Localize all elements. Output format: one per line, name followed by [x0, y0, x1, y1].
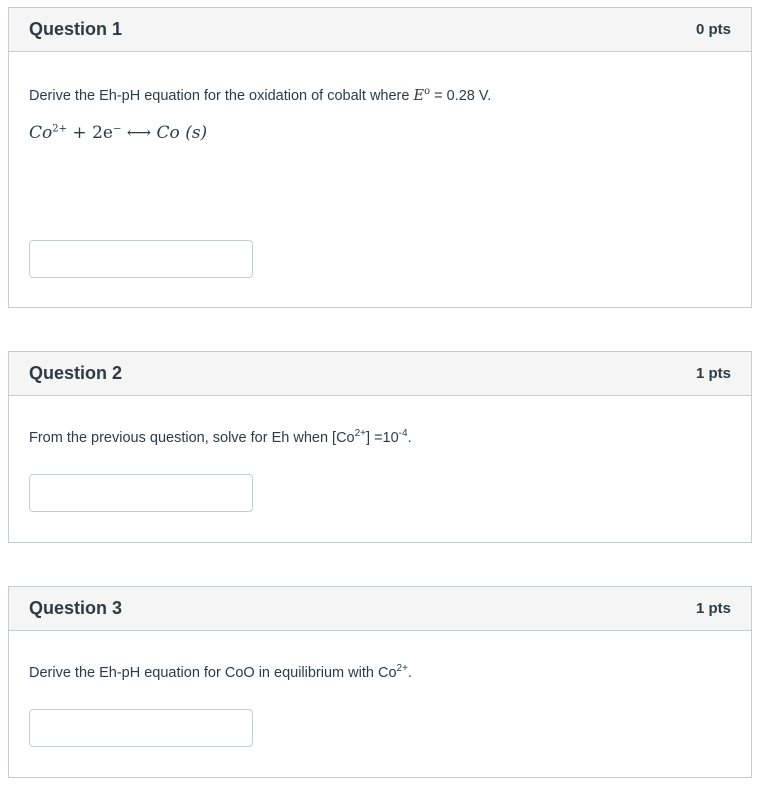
- reactant-charge: 2+: [52, 123, 67, 135]
- question-1-prompt: [29, 88, 491, 104]
- concentration-exponent: -4: [398, 428, 408, 440]
- question-1-title: Question 1: [29, 19, 123, 39]
- question-2-prompt-mid: ] =10: [366, 430, 399, 446]
- question-3-answer-input[interactable]: [29, 709, 253, 747]
- question-1-header: [9, 8, 751, 52]
- question-3-points: 1 pts: [695, 600, 731, 617]
- question-2-header: [9, 352, 751, 396]
- reaction-equation: [29, 123, 207, 143]
- plus-sign: +: [72, 123, 87, 143]
- question-2-card: [8, 351, 752, 543]
- question-2-prompt: [29, 430, 412, 446]
- question-1-card: [8, 7, 752, 308]
- degree-symbol: o: [424, 86, 431, 98]
- reactant-cobalt: Co: [29, 123, 53, 143]
- question-1-answer-input[interactable]: [29, 240, 253, 278]
- question-2-points: 1 pts: [695, 365, 731, 382]
- electron-charge: −: [112, 123, 122, 135]
- question-2-title: Question 2: [29, 363, 123, 383]
- question-3-prompt: [29, 665, 412, 681]
- electrons: 2e: [92, 123, 113, 143]
- question-3-prompt-end: .: [407, 665, 412, 681]
- question-3-header: [9, 587, 751, 631]
- e-standard-symbol: E: [413, 88, 425, 104]
- question-3-prompt-text: Derive the Eh-pH equation for CoO in equilibrium with Co: [29, 665, 397, 681]
- product-state: (s): [185, 123, 208, 143]
- equilibrium-arrow: ⟷: [126, 123, 152, 143]
- question-2-prompt-text: From the previous question, solve for Eh when [Co: [29, 430, 355, 446]
- question-1-prompt-value: = 0.28 V.: [430, 88, 492, 104]
- question-2-answer-input[interactable]: [29, 474, 253, 512]
- question-2-prompt-end: .: [407, 430, 412, 446]
- question-3-title: Question 3: [29, 598, 123, 618]
- product-cobalt: Co: [156, 123, 180, 143]
- question-1-prompt-text: Derive the Eh-pH equation for the oxidation of cobalt where: [29, 88, 414, 104]
- question-1-points: 0 pts: [695, 21, 731, 38]
- cobalt-charge: 2+: [354, 428, 367, 440]
- cobalt-charge: 2+: [396, 663, 408, 675]
- question-3-card: [8, 586, 752, 778]
